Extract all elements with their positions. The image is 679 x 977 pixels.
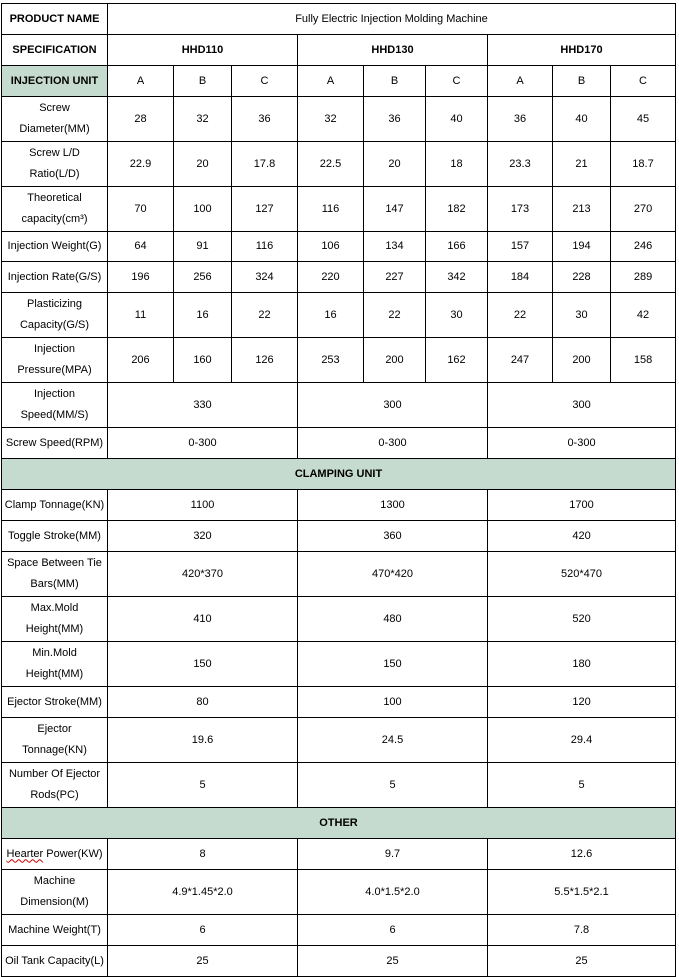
value-cell: 36: [364, 97, 426, 142]
value-cell: 320: [108, 521, 298, 552]
value-cell: 8: [108, 839, 298, 870]
spec-label: SPECIFICATION: [2, 35, 108, 66]
spec-table: [1, 3, 676, 977]
other-section-row: [2, 808, 676, 839]
value-cell: 40: [426, 97, 488, 142]
sub-col-header: A: [488, 66, 553, 97]
row-label: Screw Speed(RPM): [2, 428, 108, 459]
value-cell: 228: [553, 262, 611, 293]
table-row: [2, 687, 676, 718]
table-row: [2, 521, 676, 552]
value-cell: 5: [488, 763, 676, 808]
value-cell: 1700: [488, 490, 676, 521]
sub-col-header: B: [364, 66, 426, 97]
value-cell: 22: [232, 293, 298, 338]
value-cell: 25: [298, 946, 488, 977]
value-cell: 256: [174, 262, 232, 293]
model-header: HHD130: [298, 35, 488, 66]
row-label: Machine Dimension(M): [2, 870, 108, 915]
value-cell: 150: [108, 642, 298, 687]
value-cell: 80: [108, 687, 298, 718]
sub-col-header: B: [174, 66, 232, 97]
row-label-rest: Power(KW): [43, 847, 103, 860]
value-cell: 157: [488, 232, 553, 262]
row-label: Ejector Stroke(MM): [2, 687, 108, 718]
sub-col-header: A: [298, 66, 364, 97]
injection-unit-label: INJECTION UNIT: [2, 66, 108, 97]
row-label: Screw L/D Ratio(L/D): [2, 142, 108, 187]
spec-row: [2, 35, 676, 66]
value-cell: 70: [108, 187, 174, 232]
value-cell: 200: [553, 338, 611, 383]
value-cell: 134: [364, 232, 426, 262]
model-header: HHD170: [488, 35, 676, 66]
value-cell: 5.5*1.5*2.1: [488, 870, 676, 915]
sub-col-header: C: [426, 66, 488, 97]
value-cell: 28: [108, 97, 174, 142]
row-label: Max.Mold Height(MM): [2, 597, 108, 642]
value-cell: 12.6: [488, 839, 676, 870]
injection-header-row: [2, 66, 676, 97]
row-label: Injection Weight(G): [2, 232, 108, 262]
sub-col-header: C: [611, 66, 676, 97]
value-cell: 25: [108, 946, 298, 977]
value-cell: 20: [174, 142, 232, 187]
table-row: [2, 597, 676, 642]
clamping-unit-heading: CLAMPING UNIT: [2, 459, 676, 490]
row-label: Theoretical capacity(cm³): [2, 187, 108, 232]
value-cell: 116: [232, 232, 298, 262]
value-cell: 6: [108, 915, 298, 946]
value-cell: 32: [174, 97, 232, 142]
table-row: [2, 839, 676, 870]
row-label: Screw Diameter(MM): [2, 97, 108, 142]
value-cell: 5: [298, 763, 488, 808]
value-cell: 100: [298, 687, 488, 718]
value-cell: 25: [488, 946, 676, 977]
value-cell: 247: [488, 338, 553, 383]
value-cell: 182: [426, 187, 488, 232]
value-cell: 206: [108, 338, 174, 383]
value-cell: 120: [488, 687, 676, 718]
row-label: Clamp Tonnage(KN): [2, 490, 108, 521]
table-row: [2, 383, 676, 428]
value-cell: 100: [174, 187, 232, 232]
row-label: [2, 839, 108, 870]
value-cell: 324: [232, 262, 298, 293]
table-row: [2, 718, 676, 763]
value-cell: 180: [488, 642, 676, 687]
table-row: [2, 262, 676, 293]
table-row: [2, 763, 676, 808]
value-cell: 150: [298, 642, 488, 687]
table-row: [2, 232, 676, 262]
row-label: Plasticizing Capacity(G/S): [2, 293, 108, 338]
value-cell: 360: [298, 521, 488, 552]
value-cell: 16: [174, 293, 232, 338]
table-row: [2, 946, 676, 977]
value-cell: 22.5: [298, 142, 364, 187]
table-row: [2, 187, 676, 232]
row-label: Machine Weight(T): [2, 915, 108, 946]
value-cell: 184: [488, 262, 553, 293]
value-cell: 9.7: [298, 839, 488, 870]
value-cell: 4.9*1.45*2.0: [108, 870, 298, 915]
value-cell: 36: [488, 97, 553, 142]
table-row: [2, 870, 676, 915]
table-row: [2, 428, 676, 459]
table-row: [2, 142, 676, 187]
value-cell: 227: [364, 262, 426, 293]
row-label: Oil Tank Capacity(L): [2, 946, 108, 977]
value-cell: 330: [108, 383, 298, 428]
model-header: HHD110: [108, 35, 298, 66]
value-cell: 342: [426, 262, 488, 293]
value-cell: 196: [108, 262, 174, 293]
value-cell: 30: [553, 293, 611, 338]
value-cell: 40: [553, 97, 611, 142]
product-label: PRODUCT NAME: [2, 4, 108, 35]
sub-col-header: B: [553, 66, 611, 97]
value-cell: 11: [108, 293, 174, 338]
table-row: [2, 552, 676, 597]
row-label: Toggle Stroke(MM): [2, 521, 108, 552]
value-cell: 270: [611, 187, 676, 232]
value-cell: 300: [298, 383, 488, 428]
value-cell: 213: [553, 187, 611, 232]
value-cell: 194: [553, 232, 611, 262]
value-cell: 420: [488, 521, 676, 552]
value-cell: 420*370: [108, 552, 298, 597]
row-label: Injection Rate(G/S): [2, 262, 108, 293]
value-cell: 0-300: [488, 428, 676, 459]
value-cell: 166: [426, 232, 488, 262]
product-row: [2, 4, 676, 35]
value-cell: 410: [108, 597, 298, 642]
value-cell: 480: [298, 597, 488, 642]
table-row: [2, 338, 676, 383]
row-label: Injection Speed(MM/S): [2, 383, 108, 428]
value-cell: 18: [426, 142, 488, 187]
value-cell: 64: [108, 232, 174, 262]
value-cell: 220: [298, 262, 364, 293]
value-cell: 246: [611, 232, 676, 262]
value-cell: 0-300: [108, 428, 298, 459]
value-cell: 17.8: [232, 142, 298, 187]
value-cell: 520*470: [488, 552, 676, 597]
row-label: Space Between Tie Bars(MM): [2, 552, 108, 597]
value-cell: 147: [364, 187, 426, 232]
value-cell: 23.3: [488, 142, 553, 187]
value-cell: 1300: [298, 490, 488, 521]
sub-col-header: C: [232, 66, 298, 97]
value-cell: 22.9: [108, 142, 174, 187]
value-cell: 5: [108, 763, 298, 808]
value-cell: 22: [488, 293, 553, 338]
other-heading: OTHER: [2, 808, 676, 839]
table-row: [2, 293, 676, 338]
value-cell: 19.6: [108, 718, 298, 763]
table-row: [2, 97, 676, 142]
value-cell: 36: [232, 97, 298, 142]
row-label: Min.Mold Height(MM): [2, 642, 108, 687]
value-cell: 45: [611, 97, 676, 142]
value-cell: 289: [611, 262, 676, 293]
value-cell: 127: [232, 187, 298, 232]
value-cell: 0-300: [298, 428, 488, 459]
value-cell: 91: [174, 232, 232, 262]
value-cell: 20: [364, 142, 426, 187]
spellcheck-word: Hearter: [6, 847, 44, 860]
value-cell: 42: [611, 293, 676, 338]
value-cell: 22: [364, 293, 426, 338]
value-cell: 7.8: [488, 915, 676, 946]
value-cell: 4.0*1.5*2.0: [298, 870, 488, 915]
value-cell: 253: [298, 338, 364, 383]
value-cell: 173: [488, 187, 553, 232]
value-cell: 16: [298, 293, 364, 338]
value-cell: 300: [488, 383, 676, 428]
row-label: Number Of Ejector Rods(PC): [2, 763, 108, 808]
table-row: [2, 490, 676, 521]
value-cell: 470*420: [298, 552, 488, 597]
value-cell: 116: [298, 187, 364, 232]
value-cell: 6: [298, 915, 488, 946]
table-row: [2, 642, 676, 687]
product-value: Fully Electric Injection Molding Machine: [108, 4, 676, 35]
value-cell: 29.4: [488, 718, 676, 763]
value-cell: 162: [426, 338, 488, 383]
value-cell: 158: [611, 338, 676, 383]
row-label: Ejector Tonnage(KN): [2, 718, 108, 763]
value-cell: 18.7: [611, 142, 676, 187]
value-cell: 21: [553, 142, 611, 187]
clamping-section-row: [2, 459, 676, 490]
table-row: [2, 915, 676, 946]
value-cell: 126: [232, 338, 298, 383]
value-cell: 30: [426, 293, 488, 338]
value-cell: 106: [298, 232, 364, 262]
sub-col-header: A: [108, 66, 174, 97]
value-cell: 520: [488, 597, 676, 642]
value-cell: 160: [174, 338, 232, 383]
value-cell: 32: [298, 97, 364, 142]
value-cell: 1100: [108, 490, 298, 521]
row-label: Injection Pressure(MPA): [2, 338, 108, 383]
value-cell: 200: [364, 338, 426, 383]
value-cell: 24.5: [298, 718, 488, 763]
